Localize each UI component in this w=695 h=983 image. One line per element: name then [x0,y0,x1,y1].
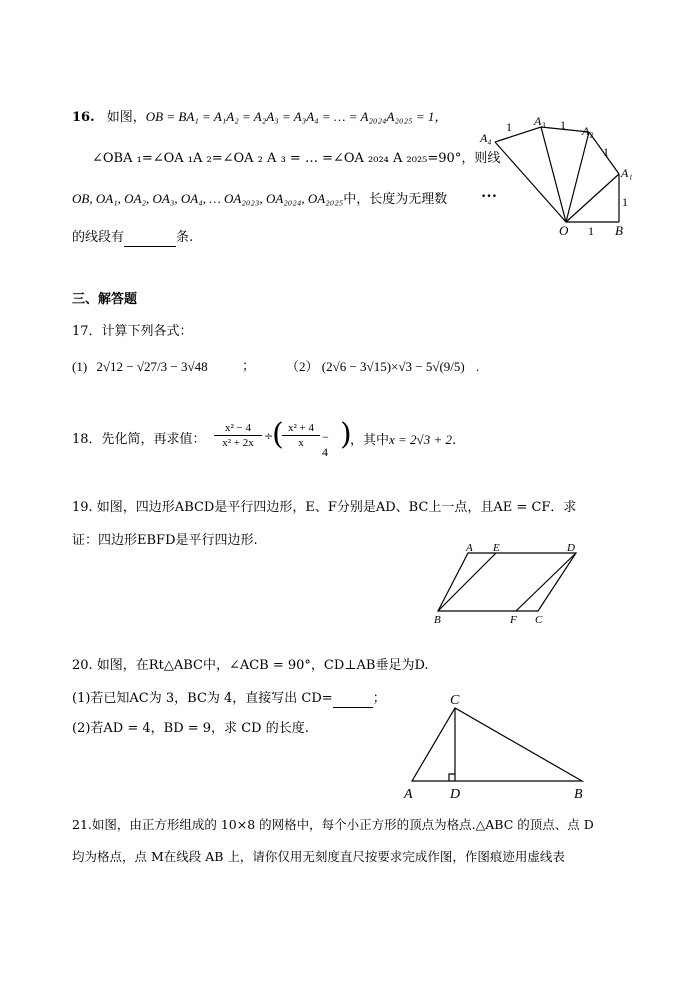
q18-line [72,431,206,449]
q20-line2 [72,690,386,708]
q18-lparen: ( [272,417,284,452]
label-B: B [615,223,623,238]
q20-triangle-figure [400,688,600,803]
q18-den1: x² + 2x [222,437,254,449]
seg-label-A1A2: 1 [603,145,609,159]
q17-part2 [286,358,479,376]
q19-line2: 证：四边形EBFD是平行四边形. [72,533,258,548]
q20-line2-suffix: ； [372,691,386,706]
q17-p2-label: （2） [286,359,319,374]
label-A: A [404,787,413,802]
q16-line4-suffix: 条. [176,230,194,245]
q20-line2-prefix: (1)若已知AC为 3，BC为 4，直接写出 CD= [72,691,333,706]
right-angle-mark [449,774,455,781]
q16-line2: ∠OBA ₁=∠OA ₁A ₂=∠OA ₂ A ₃ = … =∠OA ₂₀₂₄ A ₂₀₂₅=90°，则线 [92,151,501,166]
label-D: D [567,542,575,554]
q21-line2: 均为格点，点 M在线段 AB 上，请你仅用无刻度直尺按要求完成作图，作图痕迹用虚线表 [72,849,565,864]
q16-answer-blank [124,234,176,247]
triangle-ABC [412,708,582,781]
segment-EB [438,553,496,611]
label-A4: A₄ [480,131,492,145]
segment-OA2 [566,132,589,222]
q16-line1-prefix: 如图， [106,110,146,125]
q18-xval: x = 2√3 + 2 [389,432,452,447]
seg-label-BA1: 1 [622,195,628,209]
q17-sep: ； [242,359,256,374]
seg-label-A3A4: 1 [506,120,512,134]
q18-div: ÷ [264,430,274,443]
q20-line3: (2)若AD = 4，BD = 9，求 CD 的长度. [72,721,309,736]
q18-rparen: ) [340,417,352,452]
q16-line3-suffix: 中，长度为无理数 [343,192,448,207]
label-O: O [559,223,569,238]
q18-prefix: 18．先化简，再求值： [72,432,206,447]
segment-A3A4 [495,127,541,142]
label-A1: A₁ [621,166,633,180]
q17-p1-label: (1) [72,359,88,374]
q18-num2: x² + 4 [282,421,320,436]
label-F: F [510,614,517,626]
parallelogram-ABCD [438,553,576,611]
q18-num1: x² − 4 [214,421,262,436]
q16-number: 16. [72,110,95,125]
q16-line1-math: OB = BA₁ = A₁A₂ = A₂A₃ = A₃A₄ = … = A₂₀₂₄A₂₀₂₅ = 1， [145,109,448,124]
label-B: B [434,614,441,626]
seg-label-A2A3: 1 [560,118,566,132]
segment-DF [516,553,576,611]
seg-label-OB: 1 [588,224,594,238]
q19-line1: 19. 如图，四边形ABCD是平行四边形，E、F分别是AD、BC上一点，且AE = CF．求 [72,500,577,515]
q20-answer-blank [333,695,373,708]
label-A2: A₂ [582,124,594,138]
label-B: B [574,787,583,802]
q19-parallelogram-figure [428,540,588,630]
label-C: C [450,693,460,708]
q18-den2: x [298,437,304,449]
label-D: D [450,787,461,802]
q18-end: . [451,433,457,448]
q18-rest [350,431,456,450]
q16-line3-math: OB, OA₁, OA₂, OA₃, OA₄, … OA₂₀₂₃, OA₂₀₂₄, OA₂₀₂₅ [72,191,344,206]
ellipsis-dots: … [481,184,497,201]
q21-line1: 21.如图，由正方形组成的 10×8 的网格中，每个小正方形的顶点为格点.△ABC 的顶点、点 D [72,817,594,832]
q16-spiral-figure [478,105,648,245]
q17-p2-expr: (2√6 − 3√15)×√3 − 5√(9/5) [321,359,465,374]
q16-line4-prefix: 的线段有 [72,230,125,245]
q17-p1-expr: 2√12 − √27/3 − 3√48 [96,359,208,374]
label-A3: A₃ [534,114,546,128]
section-title: 三、解答题 [72,292,138,307]
q16-line1 [72,108,447,127]
label-E: E [493,542,500,554]
segment-OA1 [566,174,619,222]
label-C: C [535,614,543,626]
q16-line4 [72,229,193,247]
q18-minus4: − 4 [322,430,329,459]
q18-mid: ，其中 [350,433,390,448]
q17-title: 17．计算下列各式： [72,324,193,339]
q17-end: . [475,359,480,374]
q20-line1: 20. 如图，在Rt△ABC中，∠ACB = 90°，CD⊥AB垂足为D. [72,658,429,673]
label-A: A [466,542,473,554]
q17-part1 [72,358,208,376]
q16-line3 [72,190,447,209]
